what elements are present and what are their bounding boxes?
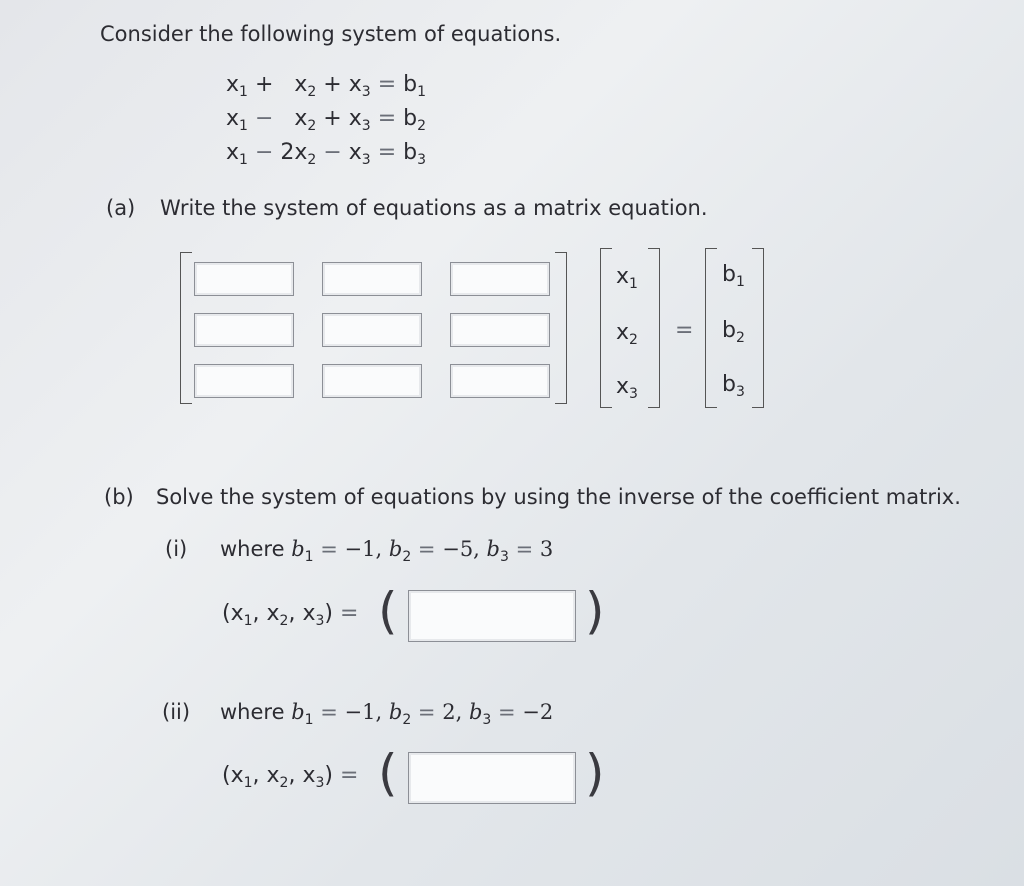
b-vector-entry-1: $b_1$ bbox=[722, 262, 745, 290]
coeff-input-3-2[interactable] bbox=[322, 364, 422, 398]
x-vector-entry-3: $x_3$ bbox=[616, 374, 638, 402]
sub-ii-close-paren: ) bbox=[585, 744, 605, 802]
intro-text: Consider the following system of equations. bbox=[100, 22, 562, 46]
matrix-right-bracket bbox=[555, 252, 567, 404]
sub-i-label: (i) bbox=[165, 537, 188, 561]
sub-i-condition: where $b_1 = -1$, $b_2 = -5$, $b_3 = 3$ bbox=[220, 537, 554, 565]
part-a-label: (a) bbox=[106, 196, 136, 220]
sub-i-answer-label: ($x_1$, $x_2$, $x_3$) = bbox=[222, 601, 359, 629]
matrix-left-bracket bbox=[180, 252, 192, 404]
equation-row-3: $x_1 - 2x_2 - x_3 = b_3$ bbox=[226, 140, 427, 168]
coeff-input-1-2[interactable] bbox=[322, 262, 422, 296]
coeff-input-1-1[interactable] bbox=[194, 262, 294, 296]
coeff-input-1-3[interactable] bbox=[450, 262, 550, 296]
coeff-input-3-1[interactable] bbox=[194, 364, 294, 398]
coeff-input-3-3[interactable] bbox=[450, 364, 550, 398]
x-vector-left-bracket bbox=[600, 248, 612, 408]
part-a-text: Write the system of equations as a matrix equation. bbox=[160, 196, 708, 220]
matrix-equals-sign: = bbox=[675, 318, 694, 343]
part-b-label: (b) bbox=[104, 485, 134, 509]
sub-ii-condition: where $b_1 = -1$, $b_2 = 2$, $b_3 = -2$ bbox=[220, 700, 554, 728]
equation-row-2: $x_1 - x_2 + x_3 = b_2$ bbox=[226, 106, 427, 134]
b-vector-left-bracket bbox=[705, 248, 717, 408]
sub-ii-label: (ii) bbox=[162, 700, 191, 724]
sub-i-open-paren: ( bbox=[378, 582, 398, 640]
x-vector-entry-2: $x_2$ bbox=[616, 320, 638, 348]
sub-i-close-paren: ) bbox=[585, 582, 605, 640]
equation-row-1: $x_1 + x_2 + x_3 = b_1$ bbox=[226, 72, 427, 100]
part-b-text: Solve the system of equations by using the inverse of the coefficient matrix. bbox=[156, 485, 961, 509]
coeff-input-2-2[interactable] bbox=[322, 313, 422, 347]
coeff-input-2-1[interactable] bbox=[194, 313, 294, 347]
b-vector-right-bracket bbox=[752, 248, 764, 408]
sub-ii-answer-label: ($x_1$, $x_2$, $x_3$) = bbox=[222, 763, 359, 791]
sub-ii-open-paren: ( bbox=[378, 744, 398, 802]
b-vector-entry-3: $b_3$ bbox=[722, 372, 745, 400]
coeff-input-2-3[interactable] bbox=[450, 313, 550, 347]
b-vector-entry-2: $b_2$ bbox=[722, 318, 745, 346]
x-vector-right-bracket bbox=[648, 248, 660, 408]
sub-i-answer-input[interactable] bbox=[408, 590, 576, 642]
x-vector-entry-1: $x_1$ bbox=[616, 264, 638, 292]
sub-ii-answer-input[interactable] bbox=[408, 752, 576, 804]
